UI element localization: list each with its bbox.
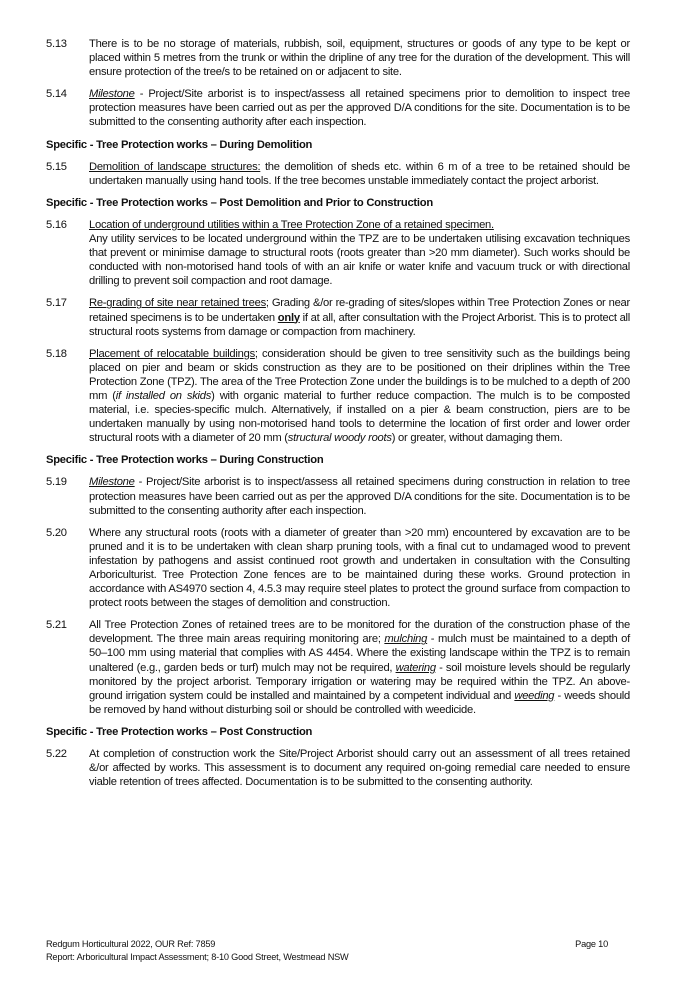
section-heading-during-demolition: Specific - Tree Protection works – During Demolition <box>46 138 313 151</box>
clause-5-17 <box>46 296 630 338</box>
clause-text: - soil moisture levels should be regularly monitored by the project arborist. Temporary irrigation or watering may be required within the TPZ. An above-ground irrigation system could be installed and maintained by a competent individual and <box>89 661 630 702</box>
clause-label: Placement of relocatable buildings <box>89 347 255 360</box>
clause-number: 5.19 <box>46 476 67 489</box>
clause-label: Location of underground utilities within a Tree Protection Zone of a retained specimen. <box>89 218 494 231</box>
page-number: Page 10 <box>575 939 608 949</box>
clause-5-19 <box>46 475 630 517</box>
footer-reference: Redgum Horticultural 2022, OUR Ref: 7859 <box>46 939 216 949</box>
clause-number: 5.20 <box>46 526 67 539</box>
section-heading-post-construction: Specific - Tree Protection works – Post Construction <box>46 725 313 738</box>
clause-text: ) with organic material to further reduce compaction. The mulch is to be composted material, i.e. species-specific mulch. Alternatively, if installed on a pier & beam construction, piers are to be undertaken manually by using non-motorised hand tools to determine the location of first order and lower order structural roots with a diameter of 20 mm ( <box>89 389 630 445</box>
section-heading-during-construction: Specific - Tree Protection works – During Construction <box>46 454 324 467</box>
clause-5-14 <box>46 87 630 129</box>
clause-text: if at all, after consultation with the Project Arborist. This is to protect all structural roots systems from damage or compaction from machinery. <box>89 311 631 338</box>
footer-report-title: Report: Arboricultural Impact Assessment; 8-10 Good Street, Westmead NSW <box>46 952 349 962</box>
clause-text: - Project/Site arborist is to inspect/assess all retained specimens during construction in relation to tree protection measures have been carried out as per the approved D/A conditions for the site. Documentation is to be submitted to the consenting authority after each inspection. <box>89 476 630 517</box>
clause-5-18 <box>46 347 630 446</box>
clause-number: 5.15 <box>46 160 67 173</box>
clause-text: - Project/Site arborist is to inspect/assess all retained specimens prior to demolition to inspect tree protection measures have been carried out as per the approved D/A conditions for the site. Documentation is to be submitted to the consenting authority after each inspection. <box>89 88 630 129</box>
clause-number: 5.22 <box>46 748 67 761</box>
keyword-mulching: mulching <box>384 633 428 646</box>
clause-5-13 <box>46 37 630 79</box>
clause-5-15 <box>46 160 630 188</box>
clause-text: - mulch must be maintained to a depth of 50–100 mm using material that complies with AS 4454. Where the existing landscape within the TPZ is to remain unaltered (e.g., garden beds or turf) mulch may not be required, <box>89 633 630 674</box>
emphasis-only: only <box>277 311 300 324</box>
clause-number: 5.18 <box>46 347 67 360</box>
clause-number: 5.13 <box>46 38 67 50</box>
keyword-weeding: weeding <box>514 689 555 702</box>
document-body <box>46 37 630 797</box>
clause-text: ; consideration should be given to tree sensitivity such as the buildings being placed on pier and beam or skids construction as they are to be positioned on their driplines within the Tree Protection Zone (TPZ). The area of the Tree Protection Zone under the buildings is to be mulched to a depth of 200 mm ( <box>89 347 630 402</box>
clause-text: At completion of construction work the Site/Project Arborist should carry out an assessment of all trees retained &/or affected by works. This assessment is to document any required on-going remedial care needed to ensure viable retention of trees affected. Documentation is to be submitted to the consenting authority. <box>89 748 630 789</box>
clause-label: Demolition of landscape structures: <box>89 160 261 173</box>
italic-note: if installed on skids <box>115 389 212 402</box>
clause-text: ; Grading &/or re-grading of sites/slopes within Tree Protection Zones or near retained specimens is to be undertaken <box>89 297 631 324</box>
milestone-label: Milestone <box>89 476 135 489</box>
page-footer <box>46 938 608 964</box>
clause-text: Where any structural roots (roots with a diameter of greater than >20 mm) encountered by excavation are to be pruned and it is to be undertaken with clean sharp pruning tools, with a final cut to undamaged wood to prevent infestation by pathogens and assist continued root growth and undertaken in consultation with the Consulting Arboriculturist. Tree Protection Zone fences are to be maintained during these works. Ground protection in accordance with AS4970 section 4, 4.5.3 may require steel plates to protect the ground surface from compaction to protect roots between the stages of demolition and construction. <box>89 526 630 610</box>
clause-text: There is to be no storage of materials, rubbish, soil, equipment, structures or goods of any type to be kept or placed within 5 metres from the trunk or within the dripline of any tree for the duration of the development. This will ensure protection of the tree/s to be retained on or adjacent to site. <box>89 38 630 79</box>
italic-note: structural woody roots <box>287 432 392 445</box>
clause-label: Re-grading of site near retained trees <box>89 297 266 310</box>
clause-number: 5.16 <box>46 218 67 231</box>
keyword-watering: watering <box>395 661 436 674</box>
clause-5-20 <box>46 526 630 611</box>
clause-5-22 <box>46 747 630 789</box>
clause-text: - weeds should be removed by hand without disturbing soil or should be controlled with weedicide. <box>89 689 631 716</box>
clause-number: 5.21 <box>46 619 67 632</box>
clause-number: 5.17 <box>46 297 67 310</box>
clause-text: the demolition of sheds etc. within 6 m of a tree to be retained should be undertaken manually using hand tools. If the tree becomes unstable immediately contact the project arborist. <box>89 160 630 187</box>
section-heading-post-demolition: Specific - Tree Protection works – Post Demolition and Prior to Construction <box>46 196 433 209</box>
clause-text: ) or greater, without damaging them. <box>391 432 563 445</box>
clause-text: All Tree Protection Zones of retained trees are to be monitored for the duration of the construction phase of the development. The three main areas requiring monitoring are; <box>89 619 630 646</box>
milestone-label: Milestone <box>89 88 135 101</box>
clause-text: Any utility services to be located underground within the TPZ are to be undertaken utilising excavation techniques that prevent or minimise damage to structural roots (roots greater than >20 mm diameter). Such works should be conducted with non-motorised hand tools of with an air knife or water knife and vacuum truck or with directional drilling to prevent soil compaction and root damage. <box>89 233 630 288</box>
clause-5-21 <box>46 618 630 717</box>
clause-number: 5.14 <box>46 88 67 101</box>
clause-5-16 <box>46 218 630 288</box>
